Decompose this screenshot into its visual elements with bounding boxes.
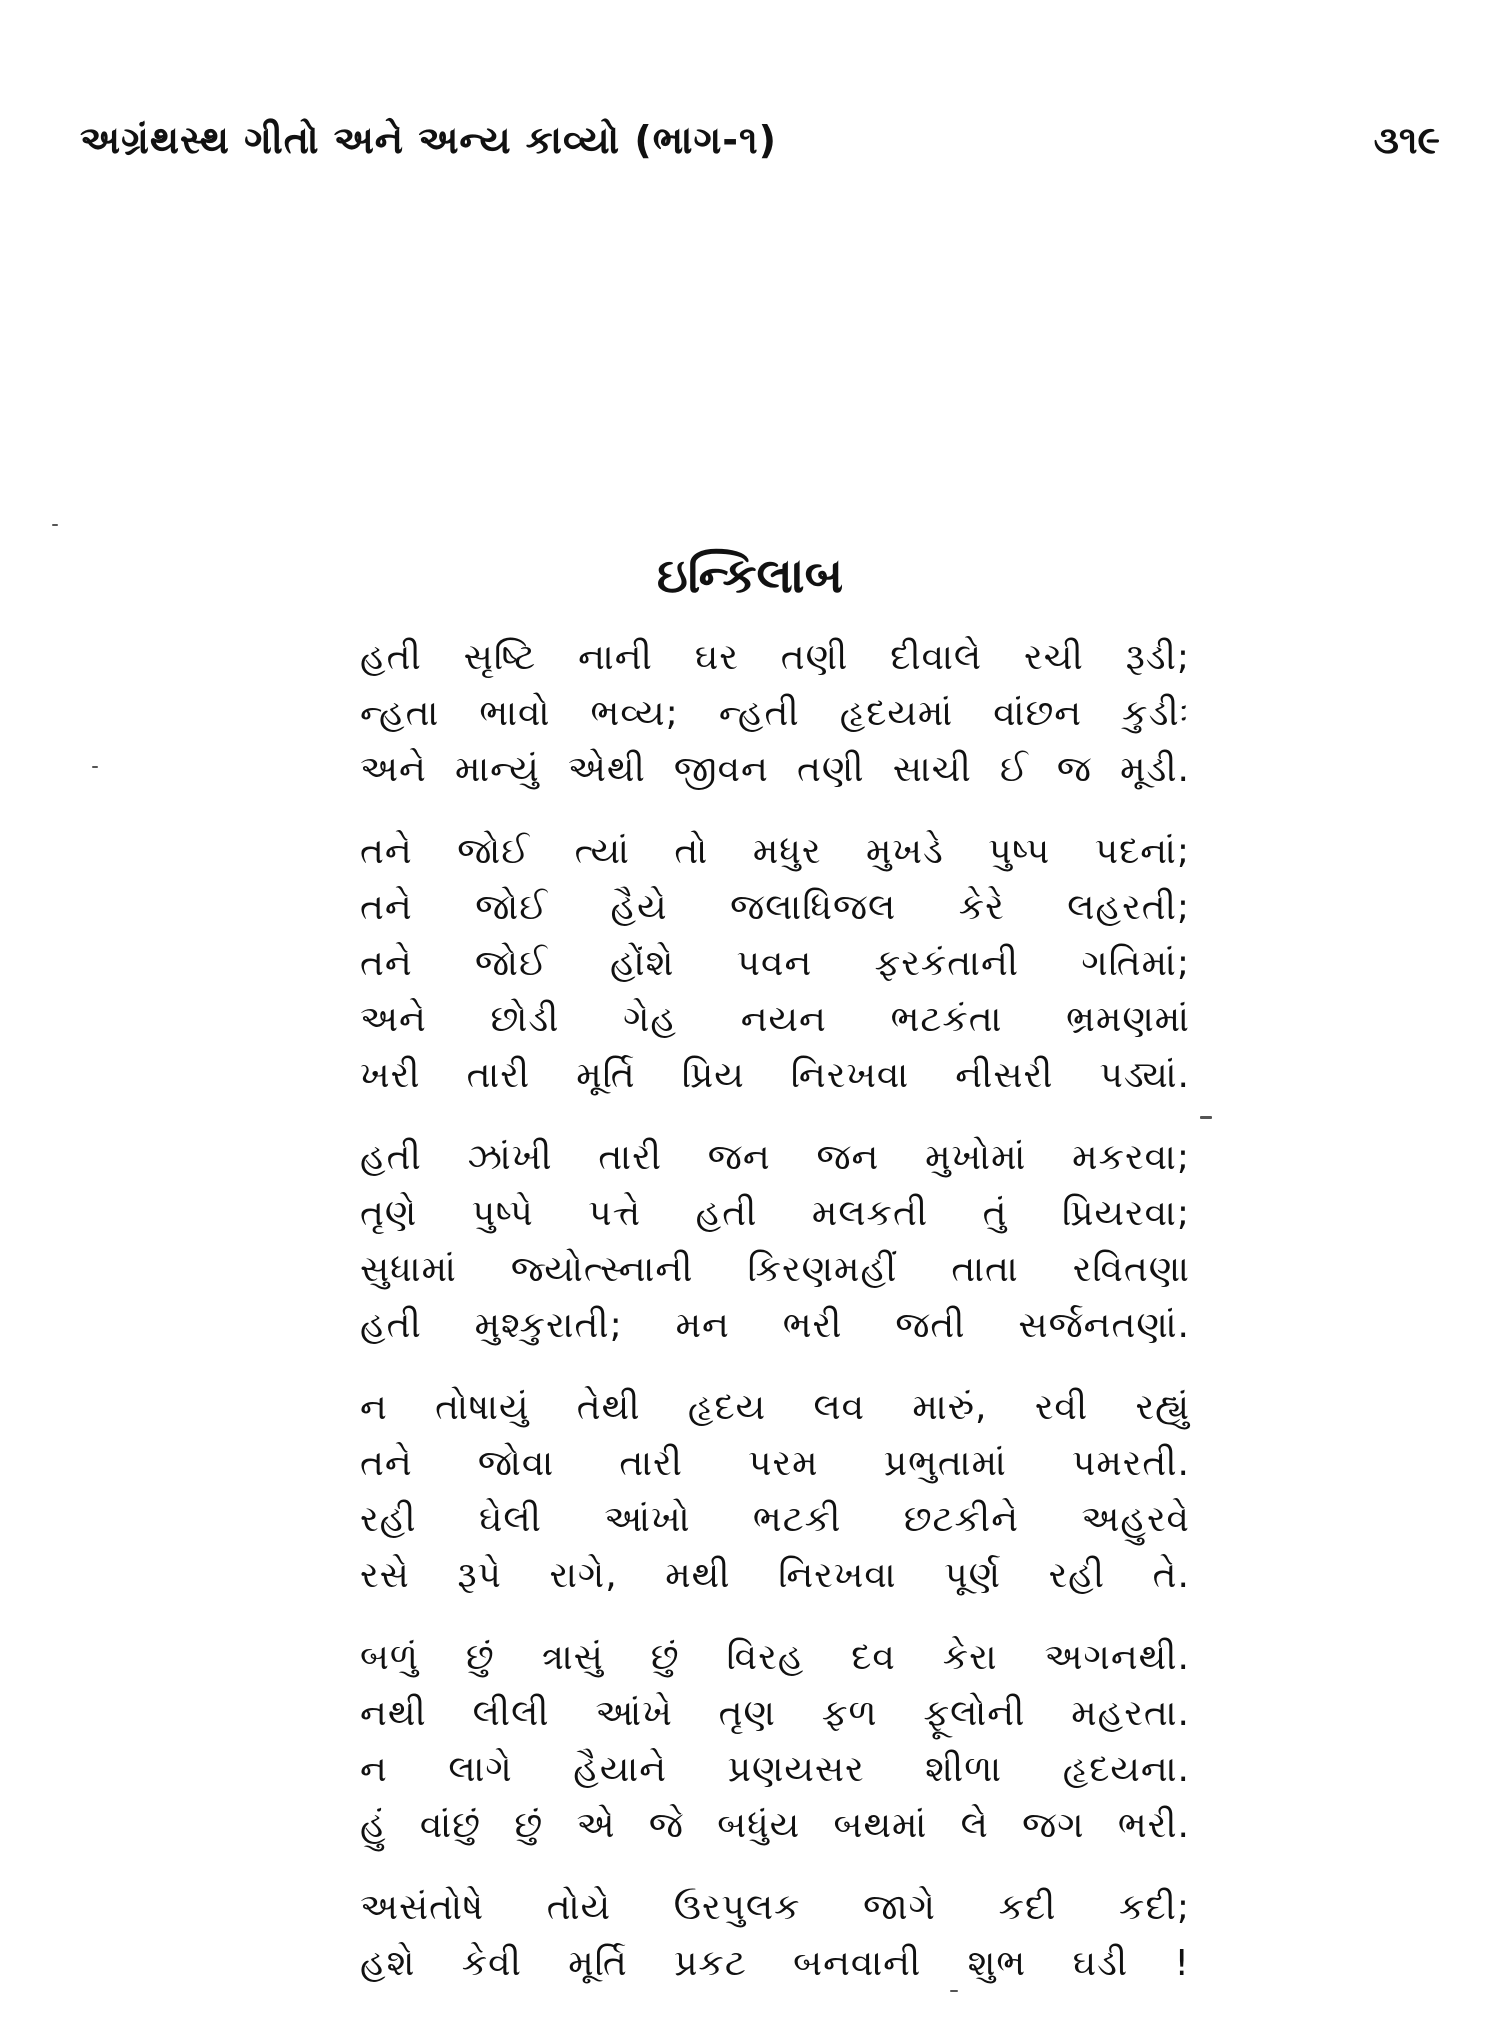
poem-line: તને જોઈ હોંશે પવન ફરકંતાની ગતિમાં; [360,943,1190,984]
poem-line: હતી સૃષ્ટિ નાની ઘર તણી દીવાલે રચી રૂડી; [360,637,1190,678]
poem-body [360,630,1190,2018]
poem-line: તને જોઈ હૈયે જલાધિજલ કેરે લહરતી; [360,887,1190,928]
stanza [360,1880,1190,1992]
poem-line: હશે કેવી મૂર્તિ પ્રકટ બનવાની શુભ ઘડી ! [360,1943,1190,1984]
poem-title: ઇન્કિલાબ [656,548,844,604]
scan-speck [92,766,98,768]
poem-line: ન લાગે હૈયાને પ્રણયસર શીળા હૃદયના. [360,1749,1190,1790]
stanza [360,1130,1190,1354]
poem-line: તૃણે પુષ્પે પત્તે હતી મલકતી તું પ્રિયરવા; [360,1193,1190,1234]
poem-line: હતી ઝાંખી તારી જન જન મુખોમાં મકરવા; [360,1137,1190,1178]
scan-speck [52,524,58,526]
poem-line: અસંતોષે તોયે ઉરપુલક જાગે કદી કદી; [360,1887,1190,1928]
poem-line: હતી મુશ્કુરાતી; મન ભરી જતી સર્જનતણાં. [360,1305,1190,1346]
poem-line: અને છોડી ગેહ નયન ભટકંતા ભ્રમણમાં [360,999,1190,1040]
poem-line: બળું છું ત્રાસું છું વિરહ દવ કેરા અગનથી. [360,1637,1190,1678]
stanza [360,824,1190,1104]
stanza [360,1630,1190,1854]
page-number: ૩૧૯ [1373,118,1440,162]
running-head [80,118,1440,178]
poem-line: નથી લીલી આંખે તૃણ ફળ ફૂલોની મહરતા. [360,1693,1190,1734]
poem-line: અને માન્યું એથી જીવન તણી સાચી ઈ જ મૂડી. [360,749,1190,790]
poem-line: રસે રૂપે રાગે, મથી નિરખવા પૂર્ણ રહી તે. [360,1555,1190,1596]
scan-speck [950,1990,958,1992]
book-title: અગ્રંથસ્થ ગીતો અને અન્ય કાવ્યો (ભાગ-૧) [80,118,777,162]
poem-line: હું વાંછું છું એ જે બધુંય બથમાં લે જગ ભરી. [360,1805,1190,1846]
poem-line: ખરી તારી મૂર્તિ પ્રિય નિરખવા નીસરી પડ્યાં. [360,1055,1190,1096]
stanza [360,1380,1190,1604]
poem-line: તને જોવા તારી પરમ પ્રભુતામાં પમરતી. [360,1443,1190,1484]
poem-line: ન્હતા ભાવો ભવ્ય; ન્હતી હૃદયમાં વાંછન કુડીઃ [360,693,1190,734]
poem-line: રહી ઘેલી આંખો ભટકી છટકીને અહુરવે [360,1499,1190,1540]
scan-speck [1200,1116,1212,1119]
stanza [360,630,1190,798]
poem-line: તને જોઈ ત્યાં તો મધુર મુખડે પુષ્પ પદનાં; [360,831,1190,872]
poem-line: ન તોષાયું તેથી હૃદય લવ મારું, રવી રહ્યું [360,1387,1190,1428]
poem-line: સુધામાં જ્યોત્સ્નાની કિરણમહીં તાતા રવિતણા [360,1249,1190,1290]
